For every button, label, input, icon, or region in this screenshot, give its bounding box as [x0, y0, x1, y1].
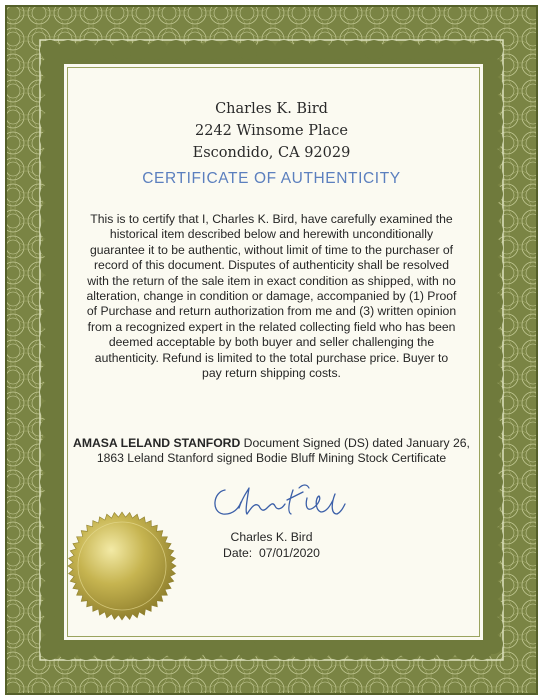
certificate-body: This is to certify that I, Charles K. Bird, have carefully examined the historical item described below and herewith unconditionally guarantee it to be authentic, without limit of time to the purchaser of record of this document. Disputes of authenticity shall be resolved with the return of the sale item in exact condition as shipped, with no alteration, change in condition or damage, accompanied by (1) Proof of Purchase and return authorization from me and (3) written opinion from a recognized expert in the related collecting field who has been deemed acceptable by both buyer and seller challenging the authenticity. Refund is limited to the total purchase price. Buyer to pay return shipping costs.: [86, 212, 457, 381]
issuer-street: 2242 Winsome Place: [195, 123, 348, 139]
certificate-title: CERTIFICATE OF AUTHENTICITY: [142, 170, 401, 187]
item-subject: AMASA LELAND STANFORD: [73, 436, 241, 450]
date-value: 07/01/2020: [258, 546, 320, 560]
signer-name: Charles K. Bird: [230, 530, 313, 544]
issuer-address: [0, 98, 543, 164]
signature-mark: [203, 478, 353, 528]
date-label: Date:: [223, 546, 253, 560]
issuer-name: Charles K. Bird: [215, 101, 328, 117]
item-description: Document Signed (DS) dated January 26, 1863 Leland Stanford signed Bodie Bluff Mining Stock Certificate: [96, 436, 470, 466]
item-description-block: [70, 436, 473, 467]
gold-seal-icon: [66, 510, 178, 622]
issuer-city: Escondido, CA 92029: [192, 145, 351, 161]
